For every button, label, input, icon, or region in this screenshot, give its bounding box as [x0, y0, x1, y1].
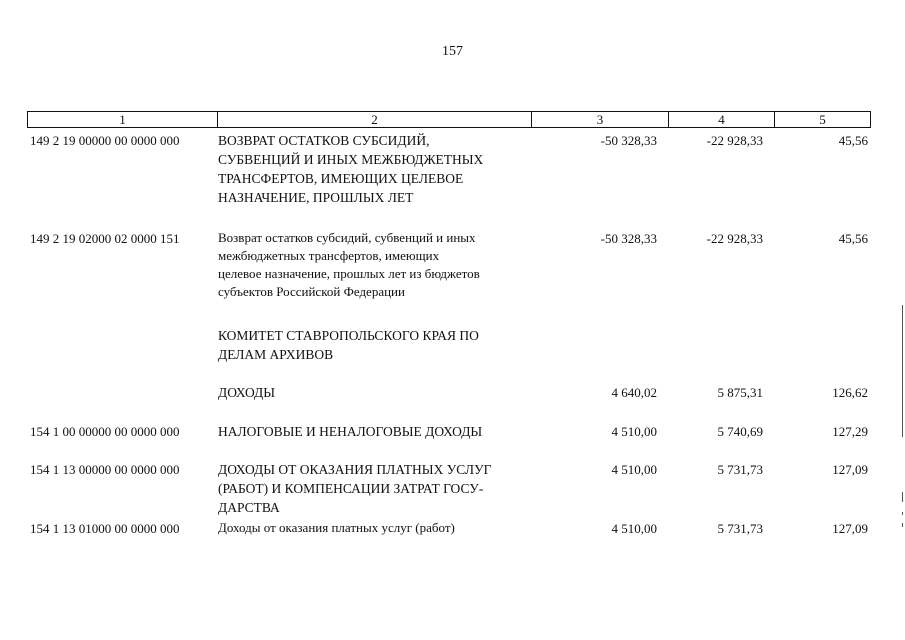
desc-line: ДЕЛАМ АРХИВОВ	[218, 347, 334, 362]
desc-line: ДОХОДЫ	[218, 385, 276, 400]
row-col5-value: 127,09	[832, 521, 868, 536]
row-col4-value: 5 875,31	[717, 385, 763, 400]
row-description	[218, 229, 538, 301]
desc-line: ДОХОДЫ ОТ ОКАЗАНИЯ ПЛАТНЫХ УСЛУГ	[218, 462, 492, 477]
desc-line: Возврат остатков субсидий, субвенций и иных	[218, 230, 476, 245]
page-number: 157	[442, 44, 463, 59]
row-col4-value: 5 740,69	[717, 424, 763, 439]
scan-edge-mark	[902, 512, 903, 515]
row-description	[218, 460, 538, 517]
row-code: 154 1 13 01000 00 0000 000	[30, 521, 180, 536]
row-description	[218, 131, 538, 207]
row-code: 149 2 19 02000 02 0000 151	[30, 231, 180, 246]
row-col4-value: 5 731,73	[717, 462, 763, 477]
row-col3-value: -50 328,33	[600, 133, 657, 148]
desc-line: НАЗНАЧЕНИЕ, ПРОШЛЫХ ЛЕТ	[218, 190, 414, 205]
row-col5-value: 45,56	[838, 133, 868, 148]
desc-line: ДАРСТВА	[218, 500, 280, 515]
scan-edge-mark	[902, 305, 903, 437]
row-col3-value: 4 510,00	[611, 424, 657, 439]
section-heading	[218, 326, 538, 364]
scan-edge-mark	[902, 492, 903, 502]
row-col4-value: -22 928,33	[706, 133, 763, 148]
row-col3-value: 4 640,02	[611, 385, 657, 400]
header-col-4: 4	[668, 112, 774, 127]
row-col3-value: -50 328,33	[600, 231, 657, 246]
desc-line: (РАБОТ) И КОМПЕНСАЦИИ ЗАТРАТ ГОСУ-	[218, 481, 484, 496]
row-col3-value: 4 510,00	[611, 521, 657, 536]
desc-line: субъектов Российской Федерации	[218, 284, 405, 299]
desc-line: НАЛОГОВЫЕ И НЕНАЛОГОВЫЕ ДОХОДЫ	[218, 424, 483, 439]
header-col-5: 5	[774, 112, 870, 127]
row-description	[218, 519, 548, 537]
row-description	[218, 383, 538, 402]
table-header	[27, 111, 871, 128]
row-code: 154 1 00 00000 00 0000 000	[30, 424, 180, 439]
row-col5-value: 127,29	[832, 424, 868, 439]
row-col5-value: 45,56	[838, 231, 868, 246]
desc-line: ТРАНСФЕРТОВ, ИМЕЮЩИХ ЦЕЛЕВОЕ	[218, 171, 464, 186]
header-col-3: 3	[531, 112, 668, 127]
row-code: 154 1 13 00000 00 0000 000	[30, 462, 180, 477]
desc-line: ВОЗВРАТ ОСТАТКОВ СУБСИДИЙ,	[218, 133, 430, 148]
desc-line: СУБВЕНЦИЙ И ИНЫХ МЕЖБЮДЖЕТНЫХ	[218, 152, 484, 167]
row-col3-value: 4 510,00	[611, 462, 657, 477]
header-col-2: 2	[217, 112, 531, 127]
scan-edge-mark	[902, 523, 903, 527]
header-col-1: 1	[119, 112, 126, 127]
row-col5-value: 126,62	[832, 385, 868, 400]
row-code: 149 2 19 00000 00 0000 000	[30, 133, 180, 148]
desc-line: КОМИТЕТ СТАВРОПОЛЬСКОГО КРАЯ ПО	[218, 328, 479, 343]
row-description	[218, 422, 538, 441]
row-col5-value: 127,09	[832, 462, 868, 477]
row-col4-value: 5 731,73	[717, 521, 763, 536]
desc-line: межбюджетных трансфертов, имеющих	[218, 248, 440, 263]
desc-line: Доходы от оказания платных услуг (работ)	[218, 520, 455, 535]
row-col4-value: -22 928,33	[706, 231, 763, 246]
desc-line: целевое назначение, прошлых лет из бюджетов	[218, 266, 480, 281]
